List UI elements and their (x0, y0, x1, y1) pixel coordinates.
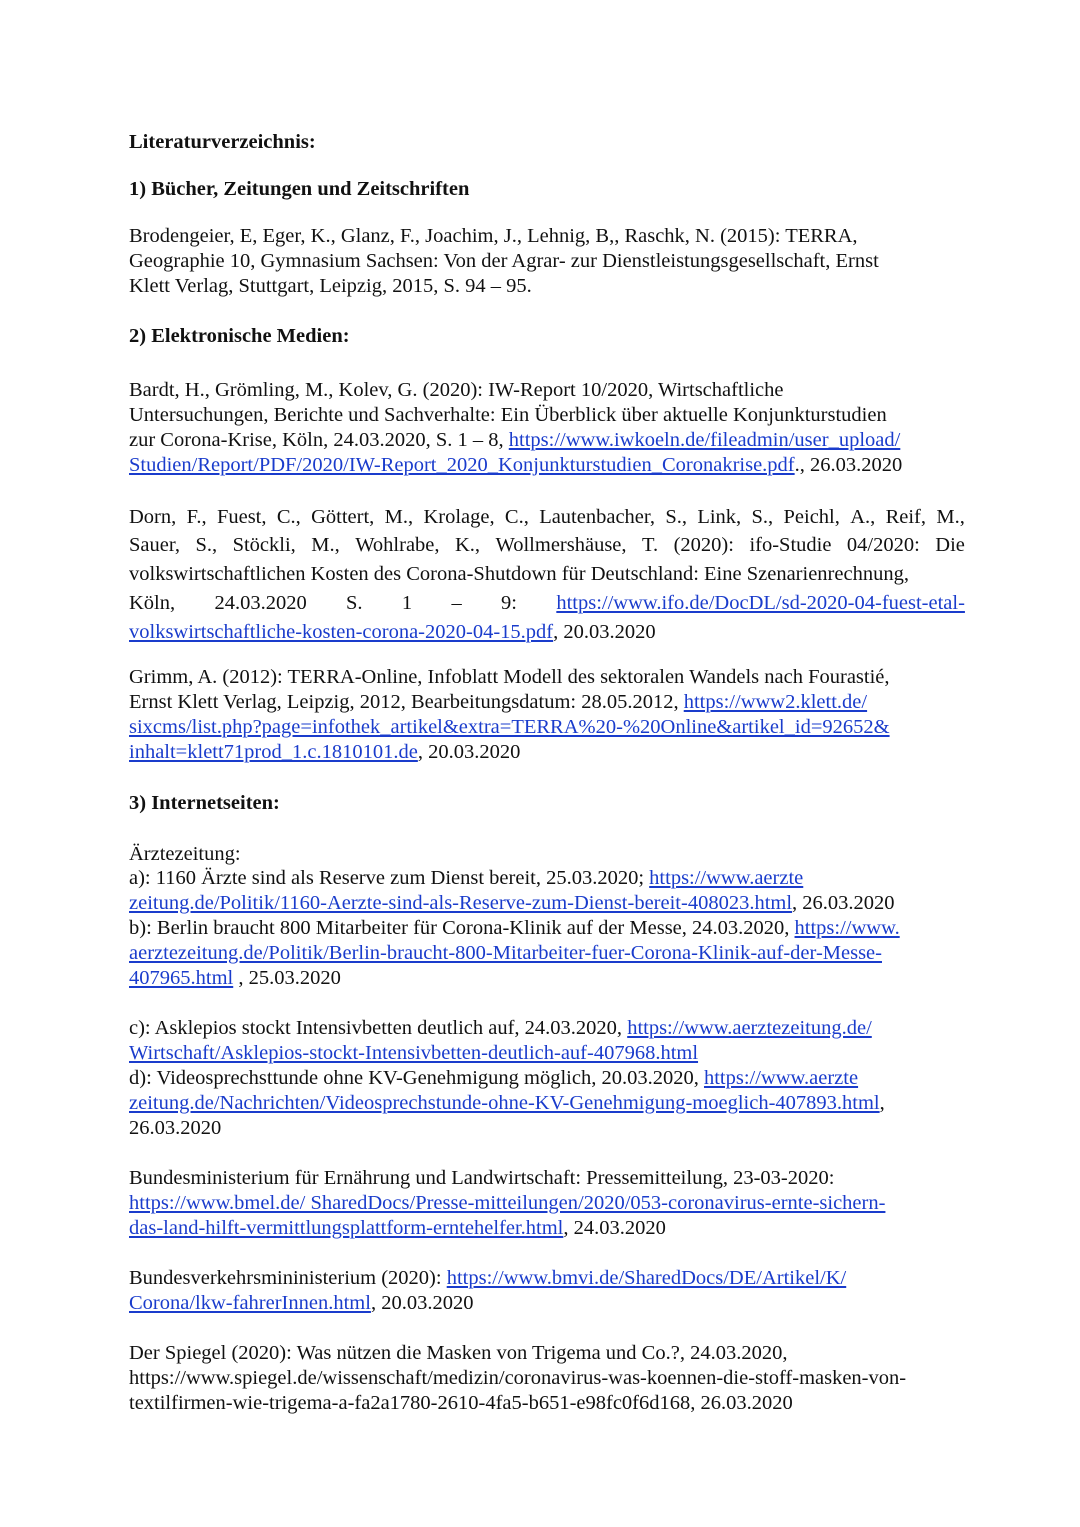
url-link[interactable]: https://www.iwkoeln.de/fileadmin/user_upload/ (508, 429, 901, 451)
entry-line (129, 1016, 872, 1041)
entry-line (129, 941, 882, 966)
entry-line: Klett Verlag, Stuttgart, Leipzig, 2015, S. 94 – 95. (129, 275, 532, 297)
entry-text: Bundesverkehrsmininisterium (2020): (129, 1267, 447, 1289)
word: – (451, 592, 462, 614)
page-title: Literaturverzeichnis: (129, 131, 316, 153)
url-link[interactable]: https://www.aerzte (703, 1067, 859, 1089)
entry-text: d): Videosprechsttunde ohne KV-Genehmigung möglich, 20.03.2020, (129, 1067, 704, 1089)
entry-line: Brodengeier, E, Eger, K., Glanz, F., Joachim, J., Lehnig, B,, Raschk, N. (2015): TERRA, (129, 225, 858, 247)
url-link[interactable]: aerztezeitung.de/Politik/Berlin-braucht-800-Mitarbeiter-fuer-Corona-Klinik-auf-der-Messe- (129, 942, 882, 964)
url-link[interactable]: 407965.html (129, 967, 234, 989)
entry-line (129, 1041, 698, 1066)
entry-line (129, 1266, 846, 1291)
url-link[interactable]: https://www.bmel.de/ SharedDocs/Presse-mitteilungen/2020/053-coronavirus-ernte-sichern- (129, 1192, 886, 1214)
entry-line (129, 1066, 858, 1091)
entry-line: 26.03.2020 (129, 1117, 222, 1139)
url-link[interactable]: volkswirtschaftliche-kosten-corona-2020-04-15.pdf (129, 621, 554, 643)
url-link[interactable]: https://www.ifo.de/DocDL/sd-2020-04-fuest-etal- (556, 592, 965, 614)
section-title-books: 1) Bücher, Zeitungen und Zeitschriften (129, 178, 470, 200)
entry-text: , 20.03.2020 (553, 621, 656, 643)
url-link[interactable]: zeitung.de/Nachrichten/Videosprechstunde-ohne-KV-Genehmigung-moeglich-407893.html (129, 1092, 880, 1114)
url-link[interactable]: https://www. (794, 917, 900, 939)
word: T. (642, 534, 659, 556)
word: Peichl, (783, 506, 840, 528)
entry-text: a): 1160 Ärzte sind als Reserve zum Dienst bereit, 25.03.2020; (129, 867, 650, 889)
word: Lautenbacher, (539, 506, 656, 528)
word: 1 (401, 592, 413, 614)
entry-text: Ernst Klett Verlag, Leipzig, 2012, Bearbeitungsdatum: 28.05.2012, (129, 691, 684, 713)
word: S., (665, 506, 688, 528)
entry-line (129, 966, 341, 991)
word: Sauer, (129, 534, 180, 556)
entry-text: b): Berlin braucht 800 Mitarbeiter für Corona-Klinik auf der Messe, 24.03.2020, (129, 917, 795, 939)
entry-line: https://www.spiegel.de/wissenschaft/medizin/coronavirus-was-koennen-die-stoff-masken-von- (129, 1367, 907, 1389)
url-link[interactable]: https://www2.klett.de/ (683, 691, 868, 713)
word: S., (751, 506, 774, 528)
word: M., (384, 506, 414, 528)
url-link[interactable]: zeitung.de/Politik/1160-Aerzte-sind-als-Reserve-zum-Dienst-bereit-408023.html (129, 892, 793, 914)
url-link[interactable]: Corona/lkw-fahrerInnen.html (129, 1292, 371, 1314)
url-link[interactable]: https://www.aerztezeitung.de/ (627, 1017, 872, 1039)
entry-text: , 20.03.2020 (370, 1292, 474, 1314)
entry-line: volkswirtschaftlichen Kosten des Corona-Shutdown für Deutschland: Eine Szenarienrechnung, (129, 563, 909, 585)
entry-line: Bundesministerium für Ernährung und Landwirtschaft: Pressemitteilung, 23-03-2020: (129, 1167, 835, 1189)
entry-text: , 26.03.2020 (792, 892, 895, 914)
entry-line: Der Spiegel (2020): Was nützen die Masken von Trigema und Co.?, 24.03.2020, (129, 1342, 788, 1364)
entry-line: Grimm, A. (2012): TERRA-Online, Infoblatt Modell des sektoralen Wandels nach Fourastié, (129, 666, 890, 688)
entry-text: c): Asklepios stockt Intensivbetten deutlich auf, 24.03.2020, (129, 1017, 628, 1039)
entry-text: zur Corona-Krise, Köln, 24.03.2020, S. 1 – 8, (129, 429, 509, 451)
word: 04/2020: (846, 534, 920, 556)
word: S., (195, 534, 218, 556)
entry-text: , 24.03.2020 (563, 1217, 666, 1239)
entry-text: , 25.03.2020 (233, 967, 341, 989)
word: Köln, (129, 592, 176, 614)
entry-line: textilfirmen-wie-trigema-a-fa2a1780-2610-4fa5-b651-e98fc0f6d168, 26.03.2020 (129, 1392, 793, 1414)
word: Stöckli, (232, 534, 296, 556)
word: M., (311, 534, 340, 556)
entry-line (129, 428, 900, 453)
word: Krolage, (423, 506, 495, 528)
word: A., (850, 506, 876, 528)
entry-line (129, 453, 902, 478)
entry-text: , (879, 1092, 885, 1114)
word: Göttert, (311, 506, 375, 528)
entry-line: Untersuchungen, Berichte und Sachverhalte: Ein Überblick über aktuelle Konjunkturstudien (129, 404, 887, 426)
word: M., (936, 506, 965, 528)
section-title-internet: 3) Internetseiten: (129, 792, 280, 814)
word: Link, (697, 506, 742, 528)
entry-line-justified (129, 591, 965, 616)
word: C., (504, 506, 529, 528)
entry-line (129, 916, 900, 941)
url-link[interactable]: das-land-hilft-vermittlungsplattform-erntehelfer.html (129, 1217, 564, 1239)
url-link[interactable]: https://www.bmvi.de/SharedDocs/DE/Artikel/K/ (446, 1267, 847, 1289)
entry-line (129, 1291, 473, 1316)
word: K., (455, 534, 481, 556)
entry-line (129, 891, 895, 916)
entry-line (129, 690, 867, 715)
url-link[interactable]: https://www.aerzte (649, 867, 804, 889)
word: 9: (501, 592, 517, 614)
section-title-electronic: 2) Elektronische Medien: (129, 325, 350, 347)
entry-line (129, 620, 656, 645)
entry-line (129, 1216, 666, 1241)
url-link[interactable]: sixcms/list.php?page=infothek_artikel&extra=TERRA%20-%20Online&artikel_id=92652& (129, 716, 890, 738)
entry-line (129, 1091, 885, 1116)
entry-label: Ärztezeitung: (129, 843, 241, 865)
word: S. (346, 592, 363, 614)
entry-line: Geographie 10, Gymnasium Sachsen: Von der Agrar- zur Dienstleistungsgesellschaft, Ernst (129, 250, 879, 272)
word: Wollmershäuse, (495, 534, 627, 556)
word: Wohlrabe, (355, 534, 440, 556)
url-link[interactable]: Wirtschaft/Asklepios-stockt-Intensivbetten-deutlich-auf-407968.html (129, 1042, 699, 1064)
entry-line (129, 1191, 885, 1216)
word: Reif, (885, 506, 927, 528)
entry-text: , 20.03.2020 (417, 741, 521, 763)
url-link[interactable]: Studien/Report/PDF/2020/IW-Report_2020_Konjunkturstudien_Coronakrise.pdf (129, 454, 795, 476)
word: C., (276, 506, 301, 528)
entry-line (129, 715, 890, 740)
entry-line (129, 740, 520, 765)
word: Dorn, (129, 506, 177, 528)
entry-line-justified (129, 505, 965, 530)
entry-line-justified (129, 533, 965, 558)
entry-text: ., 26.03.2020 (794, 454, 903, 476)
word: Die (935, 534, 965, 556)
word: Fuest, (216, 506, 267, 528)
word: 24.03.2020 (214, 592, 307, 614)
entry-line (129, 866, 803, 891)
entry-line: Bardt, H., Grömling, M., Kolev, G. (2020): IW-Report 10/2020, Wirtschaftliche (129, 379, 784, 401)
word: ifo-Studie (749, 534, 832, 556)
word: (2020): (673, 534, 734, 556)
url-link[interactable]: inhalt=klett71prod_1.c.1810101.de (129, 741, 418, 763)
word: F., (186, 506, 207, 528)
